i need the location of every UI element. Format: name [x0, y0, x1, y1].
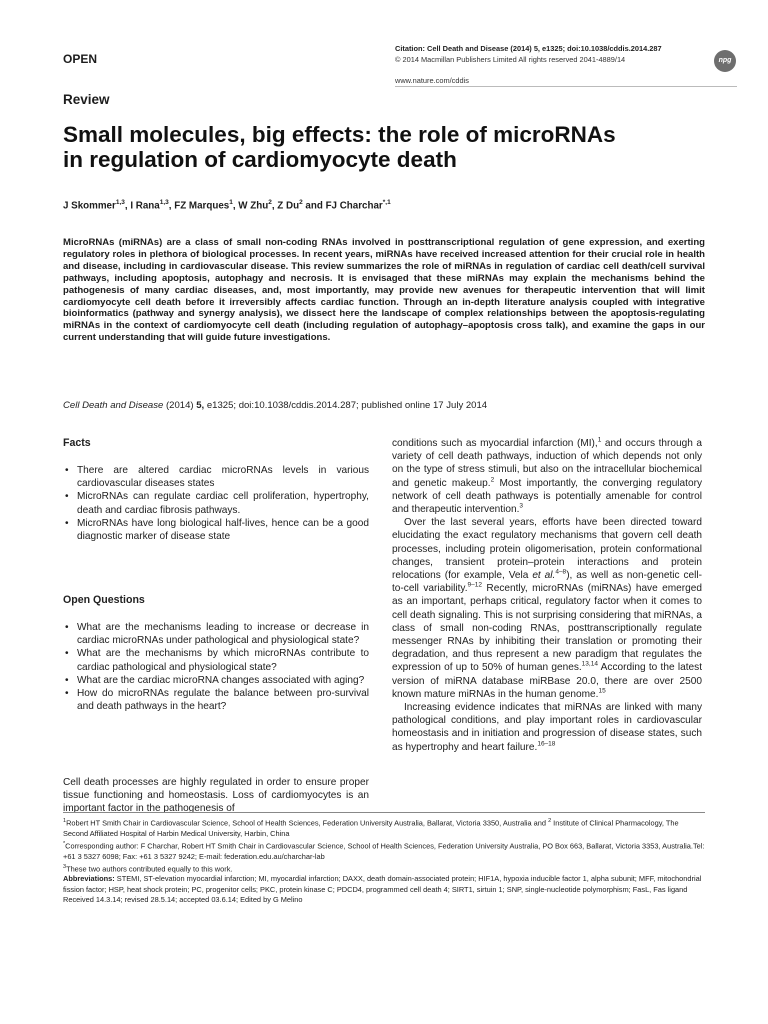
- facts-heading: Facts: [63, 437, 91, 449]
- author-name[interactable]: FJ Charchar: [325, 200, 383, 212]
- author-separator: ,: [232, 200, 239, 212]
- author-name[interactable]: FZ Marques: [174, 200, 230, 212]
- journal-year: (2014): [163, 400, 197, 411]
- author-list: [63, 199, 723, 211]
- reference-link[interactable]: 2: [490, 476, 495, 484]
- author-affiliation: 2: [268, 199, 272, 206]
- author-name[interactable]: Z Du: [277, 200, 300, 212]
- reference-link[interactable]: 16–18: [537, 740, 556, 748]
- footnote-divider: [63, 812, 705, 813]
- author-affiliation: *,1: [382, 199, 391, 206]
- list-item: • How do microRNAs regulate the balance between pro-survival and death pathways in the heart?: [63, 687, 369, 713]
- author-affiliation: 2: [299, 199, 303, 206]
- author-separator: ,: [124, 200, 131, 212]
- footnote-marker: *: [63, 840, 66, 847]
- author-name[interactable]: I Rana: [130, 200, 160, 212]
- text-run: STEMI, ST-elevation myocardial infarction; MI, myocardial infarction; DAXX, death domain-associated protein; HIF1A, hypoxia inducible factor 1, alpha subunit; MFF, mitochondrial fission factor; HSP, heat shock protein; PC, progenitor cells; PKC, protein kinase C; PDCD4, programmed cell death 4; SIRT1, sirtuin 1; SNP, single-nucleotide polymorphism; FasL, Fas ligand: [63, 874, 702, 894]
- list-item: • What are the mechanisms leading to increase or decrease in cardiac microRNAs under pathological and physiological state?: [63, 621, 369, 647]
- body-paragraph: [392, 516, 702, 701]
- reference-link[interactable]: 3: [519, 502, 524, 510]
- author-name[interactable]: W Zhu: [238, 200, 269, 212]
- author-affiliation: 1: [229, 199, 233, 206]
- text-run: Increasing evidence indicates that miRNAs are linked with many pathological conditions, and play important roles in cardiovascular homeostasis and in initiation and progression of disease states, such as hypertrophy and heart failure.: [392, 702, 702, 753]
- list-item: • There are altered cardiac microRNAs levels in various cardiovascular diseases states: [63, 464, 369, 490]
- abbreviations-note: [63, 874, 705, 894]
- body-paragraph-left: Cell death processes are highly regulated in order to ensure proper tissue functioning and homeostasis. Loss of cardiomyocytes is an important factor in the pathogenesis of: [63, 777, 369, 815]
- list-item: • MicroRNAs have long biological half-lives, hence can be a good diagnostic marker of disease state: [63, 517, 369, 543]
- reference-link[interactable]: 13,14: [581, 661, 598, 669]
- article-type: Review: [63, 92, 110, 107]
- reference-link[interactable]: 15: [598, 687, 606, 695]
- author-separator: and: [302, 200, 326, 212]
- abbreviations-label: Abbreviations:: [63, 874, 115, 884]
- body-paragraph: [392, 701, 702, 754]
- author-separator: ,: [271, 200, 278, 212]
- body-paragraph: [392, 437, 702, 516]
- footnote-marker: 2: [548, 818, 552, 824]
- npg-logo: npg: [714, 50, 736, 72]
- footnote-marker: 3: [63, 863, 67, 870]
- equal-contribution-note: [63, 862, 705, 875]
- citation-block: [395, 44, 695, 65]
- text-run: and occurs through a variety of cell death pathways, induction of which depends not only on the type of stress stimuli, but also on the intracellular biochemical and genetic makeup.: [392, 438, 702, 489]
- received-dates: Received 14.3.14; revised 28.5.14; accepted 03.6.14; Edited by G Melino: [63, 894, 303, 904]
- text-run: Institute of Clinical Pharmacology, The Second Affiliated Hospital of Harbin Medical University, Harbin, China: [63, 818, 679, 838]
- copyright-line: © 2014 Macmillan Publishers Limited All rights reserved 2041-4889/14: [395, 54, 626, 64]
- footnotes: [63, 812, 705, 905]
- author-affiliation: 1,3: [159, 199, 169, 206]
- list-item: • What are the cardiac microRNA changes associated with aging?: [63, 674, 369, 687]
- facts-list: [63, 464, 369, 543]
- journal-citation: [63, 400, 723, 411]
- journal-name: Cell Death and Disease: [63, 400, 164, 411]
- title-line-2: in regulation of cardiomyocyte death: [63, 147, 457, 172]
- author-separator: ,: [168, 200, 175, 212]
- citation-line: Citation: Cell Death and Disease (2014) 5, e1325; doi:10.1038/cddis.2014.287: [395, 44, 662, 53]
- open-access-label: OPEN: [63, 52, 98, 66]
- abstract: MicroRNAs (miRNAs) are a class of small non-coding RNAs involved in posttranscriptional regulation of gene expression, and exerting regulatory roles in plethora of biological processes. In recent years, miRNAs have received increased attention for their crucial role in health and disease, including in cardiovascular disease. This review summarizes the role of miRNAs in regulation of cardiac cell death/cell survival pathways, including apoptosis, autophagy and necrosis. It is envisaged that these miRNAs may explain the mechanisms behind the pathogenesis of many cardiac diseases, and, most importantly, may provide new avenues for therapeutic intervention that will limit cardiomyocyte cell death before it irreversibly affects cardiac function. Through an in-depth literature analysis coupled with integrative bioinformatics (pathway and synergy analysis), we dissect here the landscape of complex relationships between the apoptosis-regulating miRNAs in the context of cardiomyocyte cell death (including regulation of autophagy–apoptosis cross talk), and examine the gaps in our current understanding that will guide future investigations.: [63, 237, 705, 344]
- open-questions-list: [63, 621, 369, 713]
- affiliation-note: [63, 816, 705, 839]
- title-line-1: Small molecules, big effects: the role of microRNAs: [63, 122, 616, 147]
- list-item: • MicroRNAs can regulate cardiac cell proliferation, hypertrophy, death and cardiac fibrosis pathways.: [63, 490, 369, 516]
- body-column-right: [392, 437, 702, 754]
- footnote-marker: 1: [63, 818, 67, 824]
- list-item: • What are the mechanisms by which microRNAs contribute to cardiac pathological and physiological state?: [63, 647, 369, 673]
- reference-link[interactable]: 1: [597, 436, 602, 444]
- reference-link[interactable]: 4–8: [555, 568, 567, 576]
- text-run: ), as well as non-genetic cell-to-cell variability.: [392, 570, 702, 595]
- text-run: Recently, microRNAs (miRNAs) have emerged as an important, perhaps critical, regulatory factor when it comes to cell death signaling. This is not surprising considering that miRNAs, a class of small non-coding RNAs, posttranscriptionally regulate messenger RNAs by inhibiting their translation or promoting their degradation, and thus represent a new paradigm that regulates the expression of up to 50% of human genes.: [392, 583, 702, 674]
- text-run: Most importantly, the converging regulatory network of cell death pathways is potentially amenable for control and therapeutic intervention.: [392, 477, 702, 516]
- open-questions-heading: Open Questions: [63, 594, 145, 606]
- journal-doi: e1325; doi:10.1038/cddis.2014.287; published online 17 July 2014: [204, 400, 488, 411]
- text-run: Over the last several years, efforts have been directed toward elucidating the exact regulatory mechanisms that govern cell death processes, including protein oligomerisation, protein conformational changes, transient protein–protein interactions and protein relocations (for example, Vela: [392, 517, 702, 582]
- text-run: conditions such as myocardial infarction (MI),: [392, 438, 598, 449]
- text-run: Robert HT Smith Chair in Cardiovascular Science, School of Health Sciences, Federation University Australia, Ballarat, Victoria 3350, Australia and: [66, 818, 549, 828]
- text-run: Corresponding author: F Charchar, Robert HT Smith Chair in Cardiovascular Science, School of Health Sciences, Federation University Australia, PO Box 663, Ballarat, Victoria 3353, Australia.Tel: +61 3 5327 6098; Fax: +61 3 5327 9242; E-mail: federation.edu.au/charchar-lab: [63, 841, 705, 861]
- text-run: et al.: [532, 570, 556, 582]
- text-run: According to the latest version of miRNA database miRBase 20.0, there are over 2500 known mature miRNAs in the human genome.: [392, 662, 702, 700]
- reference-link[interactable]: 9–12: [467, 581, 482, 589]
- header-divider: [395, 86, 737, 87]
- corresponding-author-note: [63, 839, 705, 862]
- journal-volume: 5,: [196, 400, 205, 411]
- author-affiliation: 1,3: [115, 199, 125, 206]
- journal-website-link[interactable]: www.nature.com/cddis: [395, 76, 469, 85]
- text-run: These two authors contributed equally to this work.: [66, 864, 233, 874]
- author-name[interactable]: J Skommer: [63, 200, 116, 212]
- article-title: [63, 122, 743, 172]
